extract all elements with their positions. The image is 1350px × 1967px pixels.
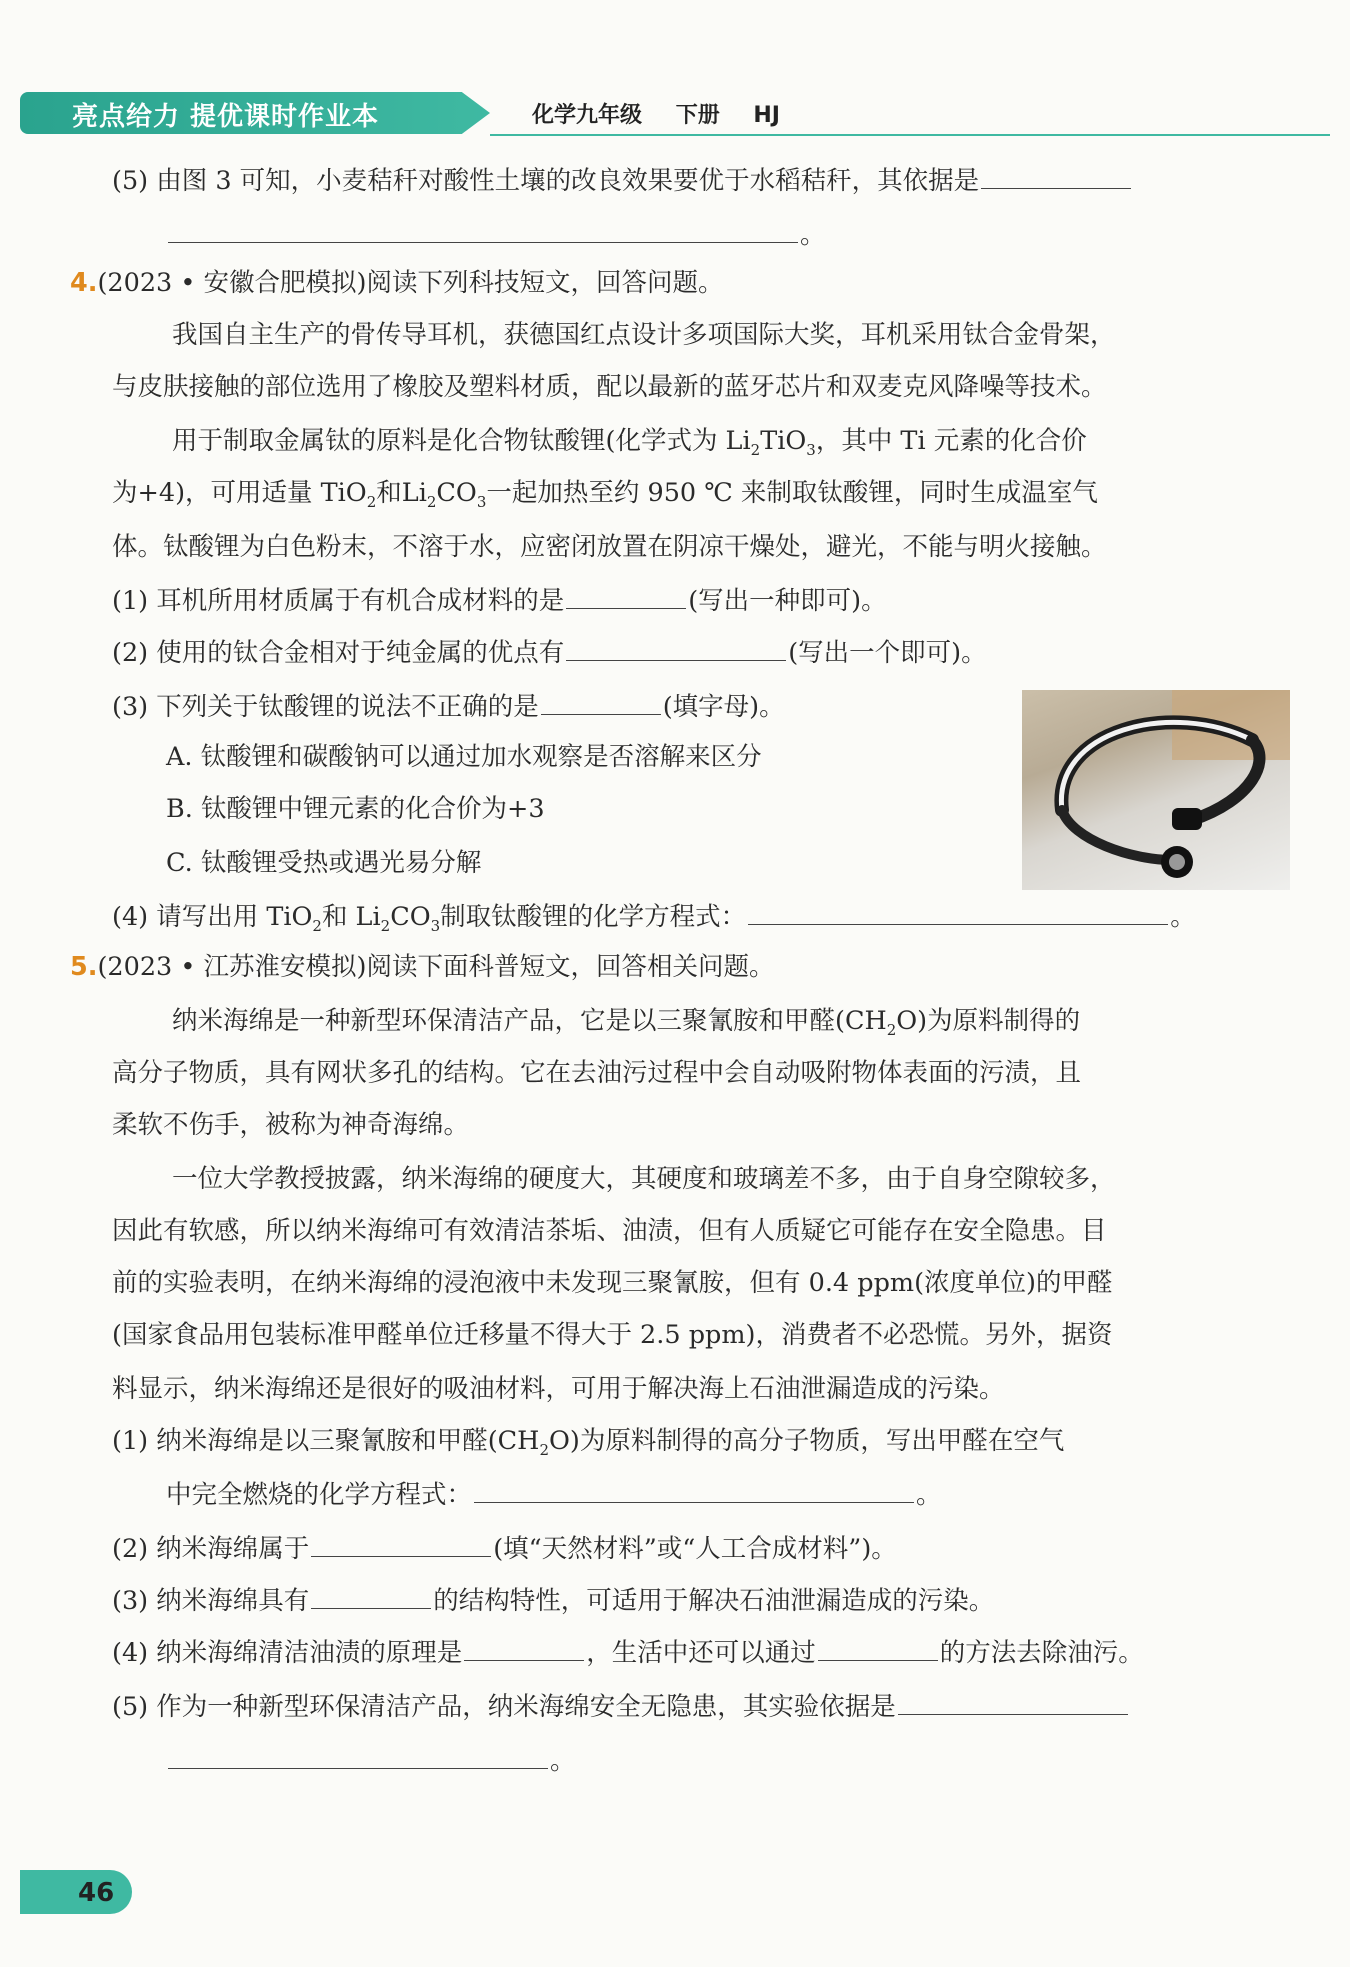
- answer-blank[interactable]: [311, 1530, 491, 1557]
- q4-paragraph-line: 为+4)，可用适量 TiO$_2$和$Li_2CO_3$一起加热至约 950 ℃ 来制取钛酸锂，同时生成温室气: [112, 478, 1098, 512]
- q5-sub1: (1) 纳米海绵是以三聚氰胺和甲醛$(CH_2O)$为原料制得的高分子物质，写出甲醛在空气: [112, 1426, 1065, 1460]
- q5-paragraph-line: 高分子物质，具有网状多孔的结构。它在去油污过程中会自动吸附物体表面的污渍，且: [112, 1058, 1082, 1088]
- answer-blank[interactable]: [566, 582, 686, 609]
- q5-paragraph-line: 因此有软感，所以纳米海绵可有效清洁茶垢、油渍，但有人质疑它可能存在安全隐患。目: [112, 1216, 1107, 1246]
- q4-option-a: A. 钛酸锂和碳酸钠可以通过加水观察是否溶解来区分: [166, 742, 762, 772]
- answer-blank[interactable]: [748, 898, 1168, 925]
- q4-sub1: (1) 耳机所用材质属于有机合成材料的是 (写出一种即可)。: [112, 582, 887, 618]
- answer-blank[interactable]: [168, 1742, 548, 1769]
- header-divider: [490, 134, 1330, 136]
- q5-paragraph-line: 料显示，纳米海绵还是很好的吸油材料，可用于解决海上石油泄漏造成的污染。: [112, 1374, 1005, 1404]
- subject-info: [532, 98, 806, 129]
- headphone-image: [1022, 690, 1290, 890]
- q5-paragraph-line: 柔软不伤手，被称为神奇海绵。: [112, 1110, 470, 1140]
- q4-paragraph-line: 用于制取金属钛的原料是化合物钛酸锂(化学式为 $Li_2TiO_3$，其中 Ti 元素的化合价: [172, 426, 1087, 460]
- q5-sub1-cont: 中完全燃烧的化学方程式： 。: [166, 1476, 942, 1512]
- q3-sub5: (5) 由图 3 可知，小麦秸秆对酸性土壤的改良效果要优于水稻秸秆，其依据是: [112, 162, 1133, 198]
- bone-conduction-headphone-photo: [1022, 690, 1290, 890]
- answer-blank[interactable]: [168, 216, 798, 243]
- q4-option-b: B. 钛酸锂中锂元素的化合价为+3: [166, 794, 545, 824]
- q4-paragraph-line: 与皮肤接触的部位选用了橡胶及塑料材质，配以最新的蓝牙芯片和双麦克风降噪等技术。: [112, 372, 1107, 402]
- q5-sub4: (4) 纳米海绵清洁油渍的原理是 ，生活中还可以通过 的方法去除油污。: [112, 1634, 1144, 1670]
- brand-title: 亮点给力 提优课时作业本: [72, 102, 380, 132]
- q3-sub5-cont: 。: [166, 216, 826, 252]
- q5-paragraph-line: 纳米海绵是一种新型环保清洁产品，它是以三聚氰胺和甲醛$(CH_2O)$为原料制得的: [172, 1006, 1081, 1040]
- answer-blank[interactable]: [311, 1582, 431, 1609]
- q5-sub3: (3) 纳米海绵具有 的结构特性，可适用于解决石油泄漏造成的污染。: [112, 1582, 994, 1618]
- q4-paragraph-line: 体。钛酸锂为白色粉末，不溶于水，应密闭放置在阴凉干燥处，避光，不能与明火接触。: [112, 532, 1107, 562]
- answer-blank[interactable]: [464, 1634, 584, 1661]
- q4-option-c: C. 钛酸锂受热或遇光易分解: [166, 848, 482, 878]
- answer-blank[interactable]: [474, 1476, 914, 1503]
- q4-sub3: (3) 下列关于钛酸锂的说法不正确的是 (填字母)。: [112, 688, 785, 724]
- q5-sub5-cont: 。: [166, 1742, 576, 1778]
- question-number: 5.: [70, 952, 98, 982]
- page-number-badge: [20, 1870, 132, 1914]
- answer-blank[interactable]: [898, 1688, 1128, 1715]
- answer-blank[interactable]: [566, 634, 786, 661]
- q4-title: 4.(2023 • 安徽合肥模拟)阅读下列科技短文，回答问题。: [70, 268, 724, 298]
- volume-label: 下册: [675, 103, 720, 128]
- edition-label: HJ: [753, 103, 780, 128]
- q5-title: 5.(2023 • 江苏淮安模拟)阅读下面科普短文，回答相关问题。: [70, 952, 775, 982]
- q4-sub4: (4) 请写出用 TiO$_2$和 $Li_2CO_3$制取钛酸锂的化学方程式： 。: [112, 898, 1196, 943]
- subject-label: 化学九年级: [532, 103, 643, 128]
- question-number: 4.: [70, 268, 98, 298]
- q5-paragraph-line: 一位大学教授披露，纳米海绵的硬度大，其硬度和玻璃差不多，由于自身空隙较多，: [172, 1164, 1116, 1194]
- q5-paragraph-line: (国家食品用包装标准甲醛单位迁移量不得大于 2.5 ppm)，消费者不必恐慌。另外，据资: [112, 1320, 1113, 1350]
- answer-blank[interactable]: [818, 1634, 938, 1661]
- answer-blank[interactable]: [981, 162, 1131, 189]
- q5-sub2: (2) 纳米海绵属于 (填“天然材料”或“人工合成材料”)。: [112, 1530, 897, 1566]
- q5-paragraph-line: 前的实验表明，在纳米海绵的浸泡液中未发现三聚氰胺，但有 0.4 ppm(浓度单位)的甲醛: [112, 1268, 1113, 1298]
- q4-paragraph-line: 我国自主生产的骨传导耳机，获德国红点设计多项国际大奖，耳机采用钛合金骨架，: [172, 320, 1116, 350]
- q5-sub5: (5) 作为一种新型环保清洁产品，纳米海绵安全无隐患，其实验依据是: [112, 1688, 1130, 1724]
- page-number: 46: [78, 1878, 115, 1908]
- q4-sub2: (2) 使用的钛合金相对于纯金属的优点有 (写出一个即可)。: [112, 634, 987, 670]
- answer-blank[interactable]: [541, 688, 661, 715]
